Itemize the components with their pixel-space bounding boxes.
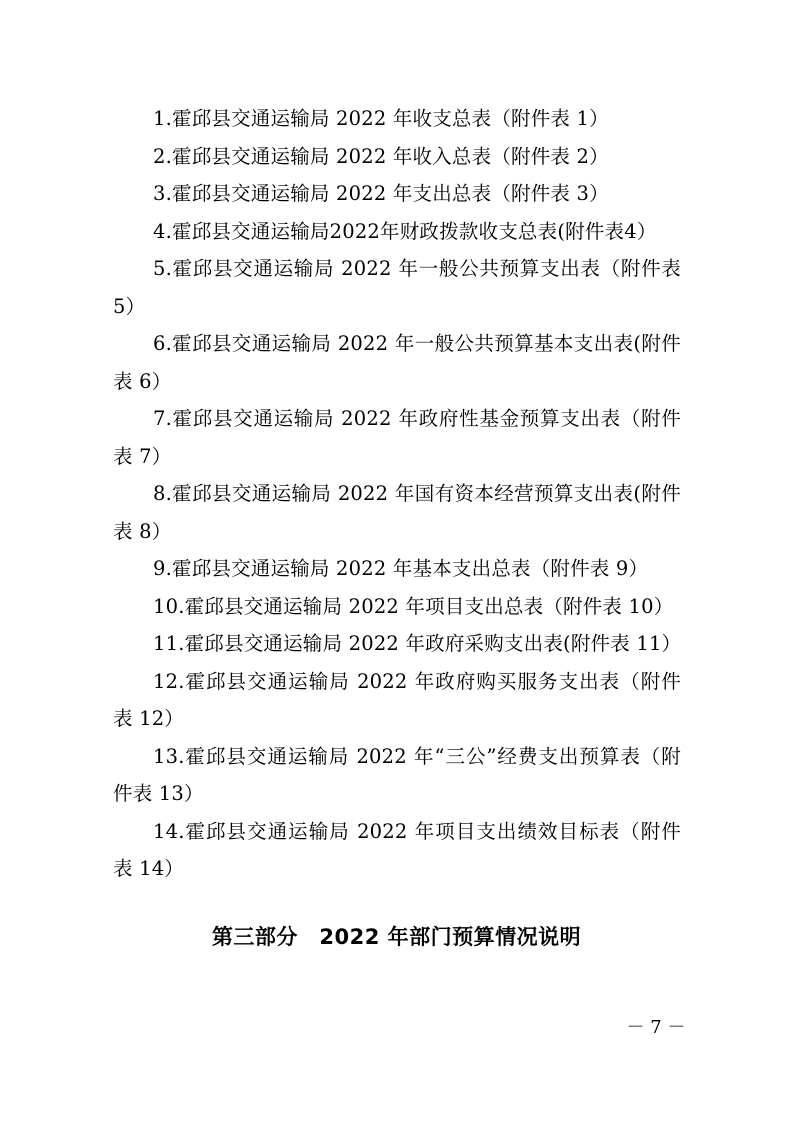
page-number: － 7 － <box>626 1017 686 1038</box>
list-item: 7.霍邱县交通运输局 2022 年政府性基金预算支出表（附件表 7） <box>113 407 681 468</box>
list-item: 2.霍邱县交通运输局 2022 年收入总表（附件表 2） <box>153 144 609 168</box>
list-item: 8.霍邱县交通运输局 2022 年国有资本经营预算支出表(附件表 8） <box>113 482 681 543</box>
list-item: 10.霍邱县交通运输局 2022 年项目支出总表（附件表 10） <box>153 594 674 618</box>
section-heading: 第三部分 2022 年部门预算情况说明 <box>211 925 582 949</box>
list-item: 11.霍邱县交通运输局 2022 年政府采购支出表(附件表 11） <box>153 632 682 655</box>
attachment-table-list <box>113 100 681 888</box>
list-item: 13.霍邱县交通运输局 2022 年“三公”经费支出预算表（附件表 13） <box>113 744 681 805</box>
list-item: 6.霍邱县交通运输局 2022 年一般公共预算基本支出表(附件表 6） <box>113 332 681 393</box>
list-item: 4.霍邱县交通运输局2022年财政拨款收支总表(附件表4） <box>153 219 657 243</box>
list-item: 14.霍邱县交通运输局 2022 年项目支出绩效目标表（附件表 14） <box>113 819 681 880</box>
list-item: 12.霍邱县交通运输局 2022 年政府购买服务支出表（附件表 12） <box>113 669 681 730</box>
list-item: 1.霍邱县交通运输局 2022 年收支总表（附件表 1） <box>153 107 609 130</box>
list-item: 5.霍邱县交通运输局 2022 年一般公共预算支出表（附件表 5） <box>113 257 681 318</box>
list-item: 9.霍邱县交通运输局 2022 年基本支出总表（附件表 9） <box>153 557 649 580</box>
list-item: 3.霍邱县交通运输局 2022 年支出总表（附件表 3） <box>153 182 609 205</box>
